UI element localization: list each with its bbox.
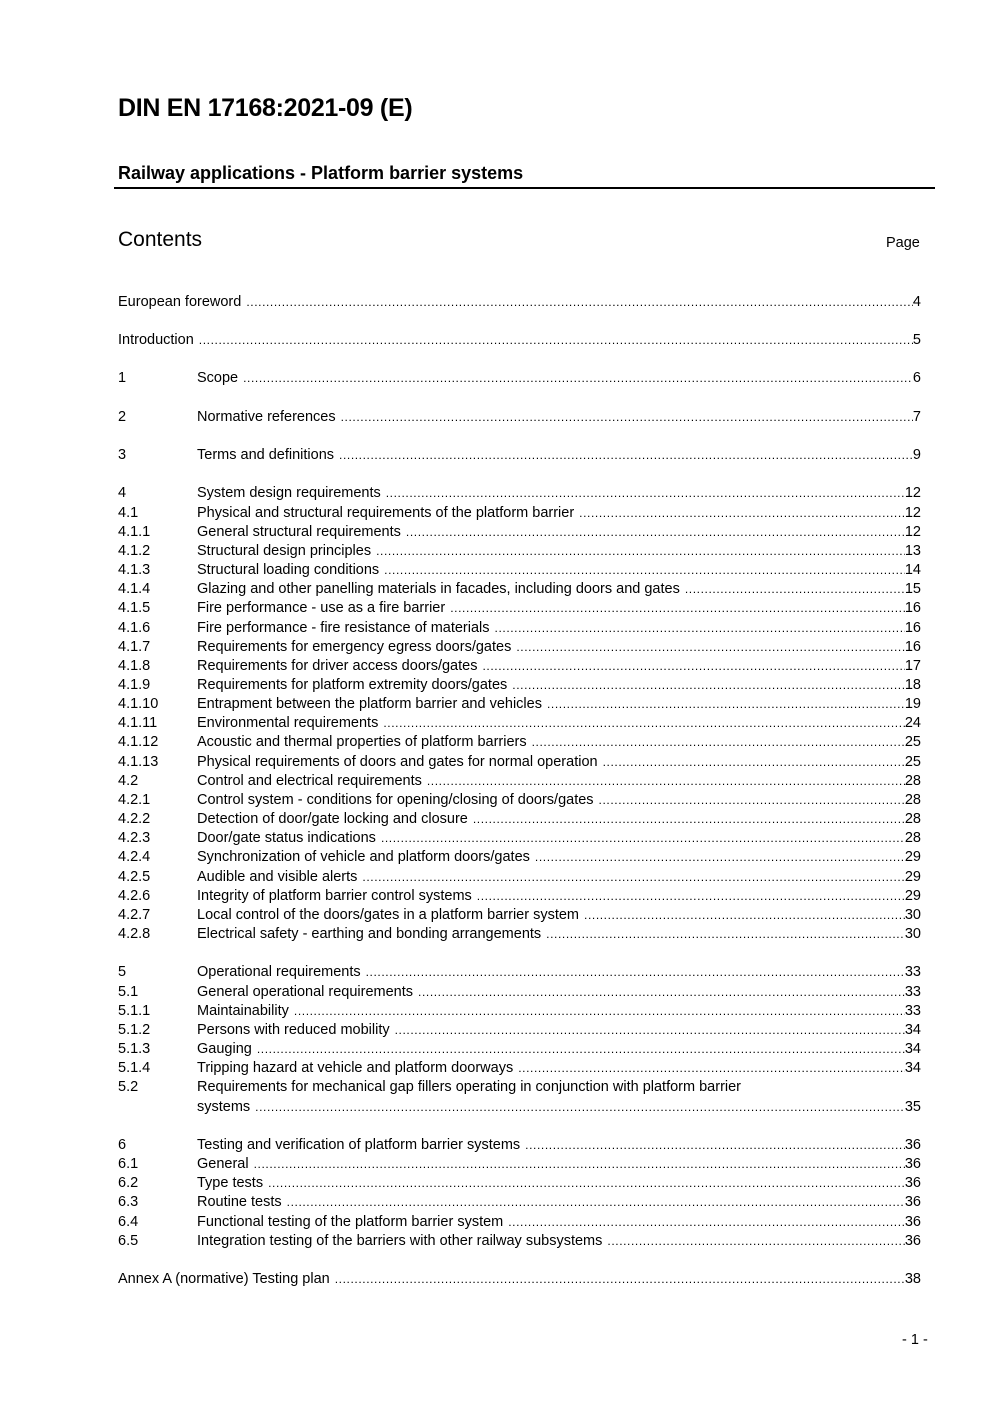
leader-dots [607, 1232, 904, 1251]
leader-dots [254, 1155, 905, 1174]
leader-dots [516, 638, 905, 657]
toc-entry-number: 4.1.10 [118, 696, 159, 712]
toc-entry-page: 36 [904, 1214, 921, 1230]
toc-entry-page: 24 [904, 715, 921, 731]
toc-entry[interactable] [118, 983, 921, 1002]
leader-dots [294, 1002, 905, 1021]
leader-dots [257, 1040, 905, 1059]
toc-entry-page: 33 [904, 964, 921, 980]
toc-entry-number: 4.2.7 [118, 907, 151, 923]
toc-entry-page: 12 [904, 524, 921, 540]
toc-entry-number: 4.2.6 [118, 888, 151, 904]
toc-entry[interactable] [118, 1155, 921, 1174]
toc-entry-title: Audible and visible alerts [197, 868, 362, 887]
toc-entry[interactable] [118, 829, 921, 848]
leader-dots [532, 733, 905, 752]
toc-entry[interactable] [118, 1059, 921, 1078]
toc-entry-page: 9 [912, 447, 921, 463]
toc-entry-title: Fire performance - fire resistance of materials [197, 619, 495, 638]
toc-entry-page: 29 [904, 869, 921, 885]
toc-entry-title: General structural requirements [197, 523, 406, 542]
toc-entry-page: 38 [904, 1271, 921, 1287]
toc-entry-number: 4.2.3 [118, 830, 151, 846]
toc-entry-title: Testing and verification of platform barrier systems [197, 1136, 525, 1155]
toc-entry-title: System design requirements [197, 484, 386, 503]
toc-entry[interactable] [118, 1270, 921, 1289]
toc-entry-number: 5.1.3 [118, 1041, 151, 1057]
toc-entry[interactable] [118, 791, 921, 810]
toc-entry-title: Local control of the doors/gates in a platform barrier system [197, 906, 584, 925]
toc-entry-page: 36 [904, 1194, 921, 1210]
toc-entry-title: Electrical safety - earthing and bonding arrangements [197, 925, 546, 944]
toc-entry-number: 2 [118, 409, 127, 425]
toc-entry[interactable] [118, 1213, 921, 1232]
toc-entry[interactable] [118, 1002, 921, 1021]
toc-entry-number: 6.4 [118, 1214, 139, 1230]
toc-entry-title: Detection of door/gate locking and closure [197, 810, 473, 829]
toc-entry-number: 4.1.9 [118, 677, 151, 693]
toc-entry-number: 4 [118, 485, 127, 501]
leader-dots [268, 1174, 905, 1193]
toc-entry[interactable] [118, 446, 921, 465]
document-id: DIN EN 17168:2021-09 (E) [118, 94, 413, 122]
toc-entry-title: Entrapment between the platform barrier and vehicles [197, 695, 547, 714]
toc-entry[interactable] [118, 1232, 921, 1251]
toc-entry-number: 4.1.3 [118, 562, 151, 578]
leader-dots [579, 504, 905, 523]
toc-entry-number: 6.5 [118, 1233, 139, 1249]
toc-entry-page: 18 [904, 677, 921, 693]
leader-dots [482, 657, 904, 676]
toc-entry-page: 34 [904, 1060, 921, 1076]
toc-entry-title: Environmental requirements [197, 714, 383, 733]
toc-entry-title: Structural loading conditions [197, 561, 384, 580]
toc-entry-number: 6.3 [118, 1194, 139, 1210]
toc-entry[interactable] [118, 1040, 921, 1059]
toc-entry-page: 35 [904, 1099, 921, 1115]
toc-entry[interactable] [118, 638, 921, 657]
toc-entry-title: Scope [197, 369, 243, 388]
toc-entry[interactable] [118, 772, 921, 791]
toc-entry-title: Physical requirements of doors and gates for normal operation [197, 753, 603, 772]
toc-entry[interactable] [118, 676, 921, 695]
toc-entry-page: 12 [904, 505, 921, 521]
toc-entry-page: 34 [904, 1041, 921, 1057]
toc-entry-number: 4.1.6 [118, 620, 151, 636]
toc-entry[interactable] [118, 887, 921, 906]
toc-entry-page: 6 [912, 370, 921, 386]
toc-entry[interactable] [118, 561, 921, 580]
toc-entry-page: 4 [912, 294, 921, 310]
leader-dots [685, 580, 905, 599]
toc-entry[interactable] [118, 331, 921, 350]
page-number: - 1 - [902, 1332, 928, 1348]
toc-entry-number: 5 [118, 964, 127, 980]
leader-dots [395, 1021, 905, 1040]
toc-entry[interactable] [118, 714, 921, 733]
leader-dots [547, 695, 905, 714]
leader-dots [406, 523, 905, 542]
leader-dots [255, 1098, 905, 1117]
leader-dots [508, 1213, 905, 1232]
leader-dots [495, 619, 905, 638]
toc-entry-title-continued: systems [197, 1098, 255, 1117]
leader-dots [427, 772, 905, 791]
toc-entry[interactable] [118, 542, 921, 561]
leader-dots [339, 446, 913, 465]
toc-entry[interactable] [118, 1078, 921, 1115]
toc-entry-title: Fire performance - use as a fire barrier [197, 599, 450, 618]
toc-entry[interactable] [118, 369, 921, 388]
leader-dots [362, 868, 904, 887]
toc-entry[interactable] [118, 695, 921, 714]
leader-dots [199, 331, 913, 350]
toc-entry-page: 34 [904, 1022, 921, 1038]
toc-entry-page: 36 [904, 1175, 921, 1191]
toc-entry-page: 30 [904, 907, 921, 923]
leader-dots [477, 887, 905, 906]
toc-entry[interactable] [118, 599, 921, 618]
toc-entry[interactable] [118, 868, 921, 887]
toc-entry-page: 29 [904, 849, 921, 865]
leader-dots [386, 484, 905, 503]
toc-entry-number: 4.1.4 [118, 581, 151, 597]
toc-entry-number: 6.1 [118, 1156, 139, 1172]
toc-entry-title: General [197, 1155, 254, 1174]
leader-dots [383, 714, 905, 733]
toc-entry-page: 17 [904, 658, 921, 674]
toc-entry-number: 4.2.4 [118, 849, 151, 865]
toc-entry-page: 16 [904, 639, 921, 655]
toc-entry-page: 5 [912, 332, 921, 348]
toc-entry-title: Integrity of platform barrier control systems [197, 887, 477, 906]
toc-entry-number: 4.2.1 [118, 792, 151, 808]
toc-entry-page: 12 [904, 485, 921, 501]
toc-entry[interactable] [118, 657, 921, 676]
toc-entry-title: Acoustic and thermal properties of platform barriers [197, 733, 532, 752]
leader-dots [584, 906, 905, 925]
toc-entry[interactable] [118, 619, 921, 638]
toc-entry-number: 4.2 [118, 773, 139, 789]
toc-entry-title: Functional testing of the platform barrier system [197, 1213, 508, 1232]
document-title: Railway applications - Platform barrier systems [118, 163, 524, 183]
toc-entry-number: 4.1.5 [118, 600, 151, 616]
toc-entry[interactable] [118, 523, 921, 542]
leader-dots [384, 561, 905, 580]
leader-dots [287, 1193, 905, 1212]
toc-entry-number: 4.2.2 [118, 811, 151, 827]
toc-entry-number: 5.1.2 [118, 1022, 151, 1038]
toc-entry-page: 19 [904, 696, 921, 712]
page-column-heading: Page [886, 235, 920, 251]
toc-entry-number: 4.1.7 [118, 639, 151, 655]
toc-entry-page: 16 [904, 620, 921, 636]
leader-dots [341, 408, 913, 427]
toc-entry-number: 4.1.13 [118, 754, 159, 770]
toc-entry[interactable] [118, 1136, 921, 1155]
title-divider [114, 187, 935, 189]
toc-entry-title: Routine tests [197, 1193, 287, 1212]
leader-dots [535, 848, 905, 867]
toc-entry[interactable] [118, 293, 921, 312]
toc-entry-number: 6.2 [118, 1175, 139, 1191]
leader-dots [603, 753, 905, 772]
toc-entry-title: Requirements for emergency egress doors/gates [197, 638, 516, 657]
toc-entry-title: Control system - conditions for opening/closing of doors/gates [197, 791, 599, 810]
leader-dots [525, 1136, 905, 1155]
toc-entry[interactable] [118, 925, 921, 944]
contents-heading: Contents [118, 228, 203, 251]
toc-entry[interactable] [118, 580, 921, 599]
toc-entry-number: 6 [118, 1137, 127, 1153]
leader-dots [381, 829, 905, 848]
toc-entry-page: 28 [904, 830, 921, 846]
leader-dots [418, 983, 905, 1002]
toc-entry-title: Control and electrical requirements [197, 772, 427, 791]
toc-entry[interactable] [118, 810, 921, 829]
toc-entry-page: 25 [904, 754, 921, 770]
leader-dots [518, 1059, 905, 1078]
leader-dots [246, 293, 913, 312]
toc-entry-title: Maintainability [197, 1002, 294, 1021]
toc-entry-title: Door/gate status indications [197, 829, 381, 848]
leader-dots [376, 542, 905, 561]
toc-entry-number: 4.1.11 [118, 715, 158, 731]
toc-entry-number: 4.1.12 [118, 734, 159, 750]
toc-entry-page: 30 [904, 926, 921, 942]
toc-entry-page: 16 [904, 600, 921, 616]
toc-entry-number: 5.2 [118, 1079, 139, 1095]
toc-entry-title: Operational requirements [197, 963, 366, 982]
toc-entry-number: 5.1.1 [118, 1003, 151, 1019]
toc-entry-number: 4.1 [118, 505, 139, 521]
toc-entry-title: Structural design principles [197, 542, 376, 561]
toc-entry-page: 33 [904, 984, 921, 1000]
toc-entry-page: 36 [904, 1233, 921, 1249]
toc-entry-page: 28 [904, 811, 921, 827]
toc-entry-title: Normative references [197, 408, 341, 427]
toc-entry-title: Annex A (normative) Testing plan [118, 1270, 335, 1289]
toc-entry-page: 28 [904, 792, 921, 808]
leader-dots [243, 369, 913, 388]
toc-entry[interactable] [118, 753, 921, 772]
toc-entry[interactable] [118, 504, 921, 523]
toc-entry-title: Requirements for mechanical gap fillers operating in conjunction with platform barrier [197, 1079, 742, 1095]
toc-entry[interactable] [118, 484, 921, 503]
toc-entry-title: Glazing and other panelling materials in facades, including doors and gates [197, 580, 685, 599]
toc-entry-title: Requirements for platform extremity doors/gates [197, 676, 512, 695]
toc-entry[interactable] [118, 1021, 921, 1040]
toc-entry-number: 4.2.8 [118, 926, 151, 942]
toc-entry[interactable] [118, 963, 921, 982]
toc-entry-page: 7 [912, 409, 921, 425]
toc-entry-title: European foreword [118, 293, 246, 312]
toc-entry[interactable] [118, 733, 921, 752]
toc-entry-title: Physical and structural requirements of the platform barrier [197, 504, 579, 523]
toc-entry-page: 14 [904, 562, 921, 578]
toc-entry-title: Introduction [118, 331, 199, 350]
toc-entry-title: Type tests [197, 1174, 268, 1193]
toc-entry-page: 28 [904, 773, 921, 789]
toc-entry-page: 36 [904, 1156, 921, 1172]
toc-entry-title: Terms and definitions [197, 446, 339, 465]
toc-entry-page: 15 [904, 581, 921, 597]
leader-dots [512, 676, 905, 695]
toc-entry-number: 4.1.8 [118, 658, 151, 674]
toc-entry-number: 4.1.1 [118, 524, 151, 540]
leader-dots [473, 810, 905, 829]
toc-entry[interactable] [118, 408, 921, 427]
toc-entry-number: 4.2.5 [118, 869, 151, 885]
toc-entry-page: 13 [904, 543, 921, 559]
leader-dots [599, 791, 905, 810]
toc-entry-title: Integration testing of the barriers with other railway subsystems [197, 1232, 607, 1251]
toc-entry-title: Synchronization of vehicle and platform doors/gates [197, 848, 535, 867]
toc-entry-title: General operational requirements [197, 983, 418, 1002]
toc-entry[interactable] [118, 1174, 921, 1193]
toc-entry[interactable] [118, 906, 921, 925]
toc-entry-page: 25 [904, 734, 921, 750]
toc-entry-title: Persons with reduced mobility [197, 1021, 395, 1040]
leader-dots [366, 963, 905, 982]
toc-entry-title: Tripping hazard at vehicle and platform doorways [197, 1059, 518, 1078]
toc-entry-number: 4.1.2 [118, 543, 151, 559]
toc-entry-title: Requirements for driver access doors/gates [197, 657, 482, 676]
toc-entry-number: 5.1 [118, 984, 139, 1000]
leader-dots [546, 925, 905, 944]
toc-entry-number: 1 [118, 370, 127, 386]
toc-entry-number: 3 [118, 447, 127, 463]
leader-dots [450, 599, 905, 618]
leader-dots [335, 1270, 905, 1289]
toc-entry-title: Gauging [197, 1040, 257, 1059]
toc-entry-page: 36 [904, 1137, 921, 1153]
toc-entry[interactable] [118, 848, 921, 867]
toc-entry-page: 33 [904, 1003, 921, 1019]
toc-entry[interactable] [118, 1193, 921, 1212]
toc-entry-page: 29 [904, 888, 921, 904]
toc-entry-number: 5.1.4 [118, 1060, 151, 1076]
